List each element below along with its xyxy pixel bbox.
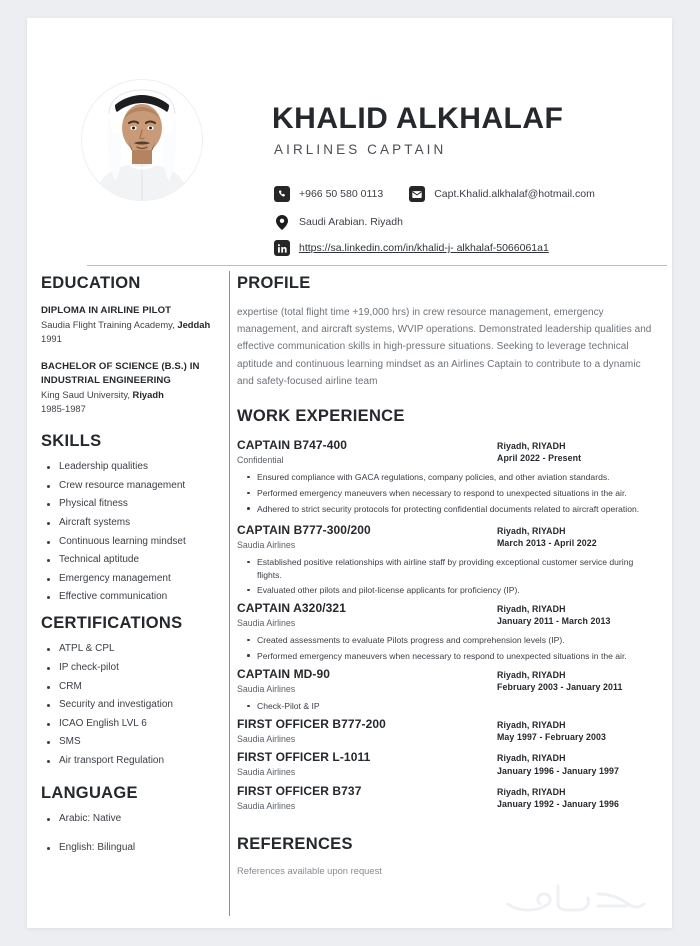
work-entry-left — [237, 600, 346, 630]
work-entry-meta — [497, 522, 657, 550]
work-entry-header — [237, 437, 657, 467]
list-item: Arabic: Native — [45, 814, 221, 824]
work-entry-dates: February 2003 - January 2011 — [497, 682, 623, 693]
linkedin-url[interactable]: https://sa.linkedin.com/in/khalid-j- alkhalaf-5066061a1 — [299, 242, 549, 254]
work-entry-org: Saudia Airlines — [237, 618, 296, 629]
profile-text: expertise (total flight time +19,000 hrs) in crew resource management, emergency management, and aircraft systems, WVIP operations. Demonstrated leadership qualities and effective communication skills in high-pressure situations. Seeking to leverage technical aptitude and continuous learning mindset as an Airlines Captain to contribute to a dynamic and safety-focused airline team — [237, 307, 652, 387]
sidebar — [41, 274, 221, 872]
phone-icon — [274, 186, 290, 202]
location-pin-icon — [274, 214, 290, 230]
section-language — [41, 784, 221, 853]
work-entry-header — [237, 783, 657, 813]
list-item: Leadership qualities — [45, 462, 221, 472]
linkedin-icon — [274, 240, 290, 256]
work-entry-location: Riyadh, RIYADH — [497, 786, 566, 797]
list-item: Emergency management — [45, 574, 221, 584]
work-entry-title: FIRST OFFICER B737 — [237, 783, 362, 798]
education-year: 1985-1987 — [41, 403, 86, 415]
work-entry — [237, 437, 657, 515]
work-entry-left — [237, 716, 386, 746]
list-item: Created assessments to evaluate Pilots progress and comprehension levels (IP). — [245, 634, 657, 646]
work-entry-left — [237, 437, 347, 467]
column-divider — [229, 271, 230, 916]
work-entry-title: FIRST OFFICER B777-200 — [237, 716, 386, 731]
work-entry-left — [237, 666, 330, 696]
work-entry-bullets — [245, 634, 657, 662]
education-school — [41, 318, 221, 332]
work-entry — [237, 666, 657, 713]
section-title-certifications: CERTIFICATIONS — [41, 614, 183, 633]
work-entry-dates: May 1997 - February 2003 — [497, 732, 607, 743]
work-entry-meta — [497, 716, 657, 744]
work-entry — [237, 716, 657, 746]
header-divider — [87, 265, 667, 266]
work-entry-meta — [497, 437, 657, 465]
list-item: Air transport Regulation — [45, 756, 221, 766]
list-item: SMS — [45, 737, 221, 747]
work-entry-left — [237, 783, 361, 813]
list-item: English: Bilingual — [45, 843, 221, 853]
work-entry-org: Saudia Airlines — [237, 540, 296, 551]
list-item: Physical fitness — [45, 499, 221, 509]
list-item: Ensured compliance with GACA regulations, company policies, and other aviation standards. — [245, 471, 657, 483]
contact-row-primary — [274, 186, 595, 202]
work-entry-dates: January 2011 - March 2013 — [497, 616, 611, 627]
work-entry — [237, 522, 657, 596]
work-entry-location: Riyadh, RIYADH — [497, 719, 566, 730]
education-degree: DIPLOMA IN AIRLINE PILOT — [41, 305, 172, 316]
work-entry-title: FIRST OFFICER L-1011 — [237, 750, 371, 765]
work-entry-location: Riyadh, RIYADH — [497, 753, 566, 764]
list-item: Aircraft systems — [45, 518, 221, 528]
work-entry-dates: January 1996 - January 1997 — [497, 765, 620, 776]
education-year: 1991 — [41, 333, 62, 345]
work-entry-meta — [497, 666, 657, 694]
email-text: Capt.Khalid.alkhalaf@hotmail.com — [434, 188, 595, 200]
work-entry-org: Saudia Airlines — [237, 767, 296, 778]
work-entry-header — [237, 716, 657, 746]
contact-row-linkedin[interactable] — [274, 240, 549, 256]
list-item: ICAO English LVL 6 — [45, 719, 221, 729]
education-item — [41, 304, 221, 346]
education-item — [41, 360, 221, 416]
work-entry-title: CAPTAIN B747-400 — [237, 437, 348, 452]
education-school — [41, 388, 221, 402]
list-item: Effective communication — [45, 592, 221, 602]
education-degree: BACHELOR OF SCIENCE (B.S.) IN INDUSTRIAL ENGINEERING — [41, 361, 200, 387]
watermark-icon — [500, 874, 650, 920]
main-content — [237, 274, 657, 876]
section-title-references: REFERENCES — [237, 834, 353, 853]
skills-list — [45, 462, 221, 602]
work-entry-header — [237, 522, 657, 552]
section-title-education: EDUCATION — [41, 274, 141, 292]
work-entry-dates: April 2022 - Present — [497, 453, 582, 464]
work-entry-meta — [497, 600, 657, 628]
list-item: Crew resource management — [45, 481, 221, 491]
work-entry-left — [237, 522, 371, 552]
resume-page — [27, 18, 672, 928]
education-school-city: Jeddah — [177, 318, 211, 330]
list-item: ATPL & CPL — [45, 644, 221, 654]
list-item: Security and investigation — [45, 700, 221, 710]
work-entry-meta — [497, 783, 657, 811]
work-entry-location: Riyadh, RIYADH — [497, 603, 566, 614]
language-list — [45, 814, 221, 853]
work-entry — [237, 600, 657, 662]
list-item: CRM — [45, 682, 221, 692]
avatar — [82, 80, 202, 200]
section-title-skills: SKILLS — [41, 432, 102, 451]
work-entry-title: CAPTAIN B777-300/200 — [237, 522, 371, 537]
section-work-experience — [237, 407, 657, 813]
work-entry-org: Confidential — [237, 455, 284, 466]
work-entry-header — [237, 666, 657, 696]
job-subtitle: AIRLINES CAPTAIN — [274, 142, 447, 157]
work-entry-dates: January 1992 - January 1996 — [497, 799, 620, 809]
list-item: Established positive relationships with airline staff by providing exceptional customer service during flights. — [245, 556, 657, 580]
section-title-work-experience: WORK EXPERIENCE — [237, 406, 405, 425]
resume-header — [27, 18, 672, 254]
certifications-list — [45, 644, 221, 766]
list-item: Technical aptitude — [45, 555, 221, 565]
list-item: Evaluated other pilots and pilot-license applicants for proficiency (IP). — [245, 584, 657, 596]
section-title-profile: PROFILE — [237, 274, 311, 292]
section-education — [41, 274, 221, 416]
portrait-photo-icon — [82, 80, 202, 200]
list-item: Adhered to strict security protocols for protecting confidential documents related to aircraft operation. — [245, 503, 657, 515]
section-references — [237, 835, 657, 876]
list-item: Continuous learning mindset — [45, 537, 221, 547]
phone-text: +966 50 580 0113 — [299, 188, 384, 200]
work-entry-header — [237, 600, 657, 630]
education-school-name: Saudia Flight Training Academy, — [41, 318, 175, 330]
work-entry-meta — [497, 749, 657, 777]
envelope-icon — [409, 186, 425, 202]
section-certifications — [41, 614, 221, 766]
list-item: Performed emergency maneuvers when necessary to respond to unexpected situations in the air. — [245, 650, 657, 662]
list-item: Performed emergency maneuvers when necessary to respond to unexpected situations in the air. — [245, 487, 657, 499]
work-entry-title: CAPTAIN MD-90 — [237, 666, 331, 681]
work-entry-location: Riyadh, RIYADH — [497, 669, 566, 680]
work-entry-location: Riyadh, RIYADH — [497, 525, 566, 536]
references-text: References available upon request — [237, 864, 382, 876]
work-entry-org: Saudia Airlines — [237, 733, 296, 744]
work-entry-header — [237, 749, 657, 779]
work-entry-left — [237, 749, 370, 779]
contact-row-location — [274, 214, 403, 230]
work-entry-title: CAPTAIN A320/321 — [237, 600, 346, 615]
work-entry-dates: March 2013 - April 2022 — [497, 538, 597, 549]
work-entry-bullets — [245, 700, 657, 712]
work-entry-bullets — [245, 556, 657, 596]
section-skills — [41, 432, 221, 602]
work-entry — [237, 783, 657, 813]
work-entry-org: Saudia Airlines — [237, 683, 296, 694]
page-title: KHALID ALKHALAF — [272, 102, 564, 135]
section-title-language: LANGUAGE — [41, 783, 138, 802]
work-entry-bullets — [245, 471, 657, 515]
education-school-name: King Saud University, — [41, 388, 130, 400]
work-entry — [237, 749, 657, 779]
list-item: IP check-pilot — [45, 663, 221, 673]
education-school-city: Riyadh — [132, 388, 164, 400]
section-profile — [237, 274, 657, 390]
location-text: Saudi Arabian. Riyadh — [299, 216, 403, 228]
email-group — [409, 186, 595, 202]
work-entry-location: Riyadh, RIYADH — [497, 440, 566, 451]
work-entry-org: Saudia Airlines — [237, 800, 296, 811]
list-item: Check-Pilot & IP — [245, 700, 657, 712]
